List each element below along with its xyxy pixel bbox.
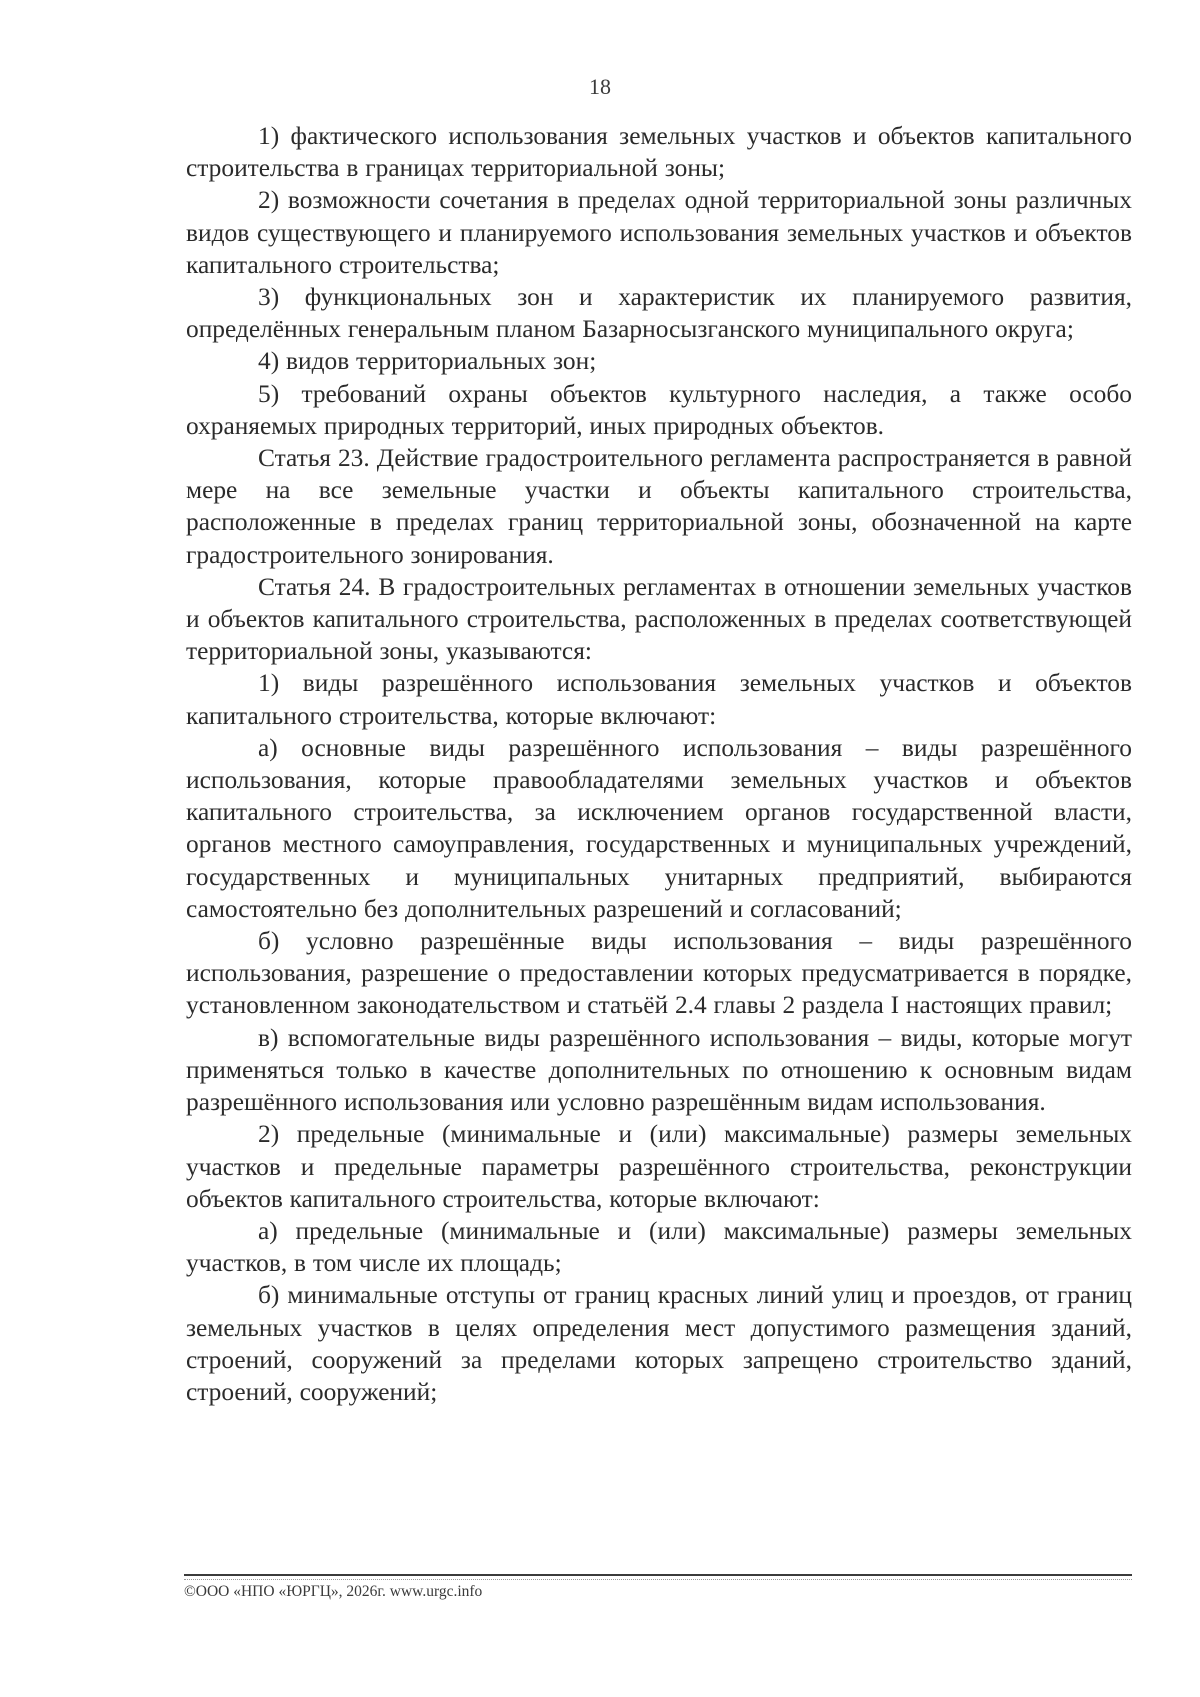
paragraph: 3) функциональных зон и характеристик их планируемого развития, определённых генеральным планом Базарносызганского муниципального округа; bbox=[186, 283, 1132, 344]
paragraph: 2) предельные (минимальные и (или) максимальные) размеры земельных участков и предельные параметры разрешённого строительства, реконструкции объектов капитального строительства, которые включают: bbox=[186, 1120, 1132, 1213]
paragraph: 5) требований охраны объектов культурного наследия, а также особо охраняемых природных территорий, иных природных объектов. bbox=[186, 379, 1132, 440]
paragraph: а) основные виды разрешённого использования – виды разрешённого использования, которые правообладателями земельных участков и объектов капитального строительства, за исключением органов государственной власти, органов местного самоуправления, государственных и муниципальных учреждений, государственных и муниципальных унитарных предприятий, выбираются самостоятельно без дополнительных разрешений и согласований; bbox=[186, 733, 1132, 923]
paragraph: б) условно разрешённые виды использования – виды разрешённого использования, разрешение о предоставлении которых предусматривается в порядке, установленном законодательством и статьёй 2.4 главы 2 раздела I настоящих правил; bbox=[186, 927, 1132, 1020]
paragraph: 2) возможности сочетания в пределах одной территориальной зоны различных видов существующего и планируемого использования земельных участков и объектов капитального строительства; bbox=[186, 186, 1132, 279]
footer-copyright: ©ООО «НПО «ЮРГЦ», 2026г. www.urgc.info bbox=[184, 1583, 483, 1600]
paragraph: в) вспомогательные виды разрешённого использования – виды, которые могут применяться только в качестве дополнительных по отношению к основным видам разрешённого использования или условно разрешённым видам использования. bbox=[186, 1023, 1132, 1117]
paragraph: 1) виды разрешённого использования земельных участков и объектов капитального строительства, которые включают: bbox=[186, 669, 1132, 730]
paragraph: 1) фактического использования земельных участков и объектов капитального строительства в границах территориальной зоны; bbox=[186, 122, 1132, 183]
paragraph: 4) видов территориальных зон; bbox=[258, 347, 597, 376]
paragraph: б) минимальные отступы от границ красных линий улиц и проездов, от границ земельных участков в целях определения мест допустимого размещения зданий, строений, сооружений за пределами которых запрещено строительство зданий, строений, сооружений; bbox=[186, 1281, 1132, 1406]
paragraph-article-24: Статья 24. В градостроительных регламентах в отношении земельных участков и объектов капитального строительства, расположенных в пределах соответствующей территориальной зоны, указываются: bbox=[186, 572, 1132, 666]
footer-rule bbox=[184, 1574, 1132, 1576]
document-body bbox=[186, 120, 1132, 1408]
page-number: 18 bbox=[589, 74, 611, 99]
paragraph-article-23: Статья 23. Действие градостроительного регламента распространяется в равной мере на все земельные участки и объекты капитального строительства, расположенные в пределах границ территориальной зоны, обозначенной на карте градостроительного зонирования. bbox=[186, 444, 1132, 569]
footer-rule-dotted bbox=[184, 1579, 1132, 1580]
paragraph: а) предельные (минимальные и (или) максимальные) размеры земельных участков, в том числе их площадь; bbox=[186, 1216, 1132, 1278]
